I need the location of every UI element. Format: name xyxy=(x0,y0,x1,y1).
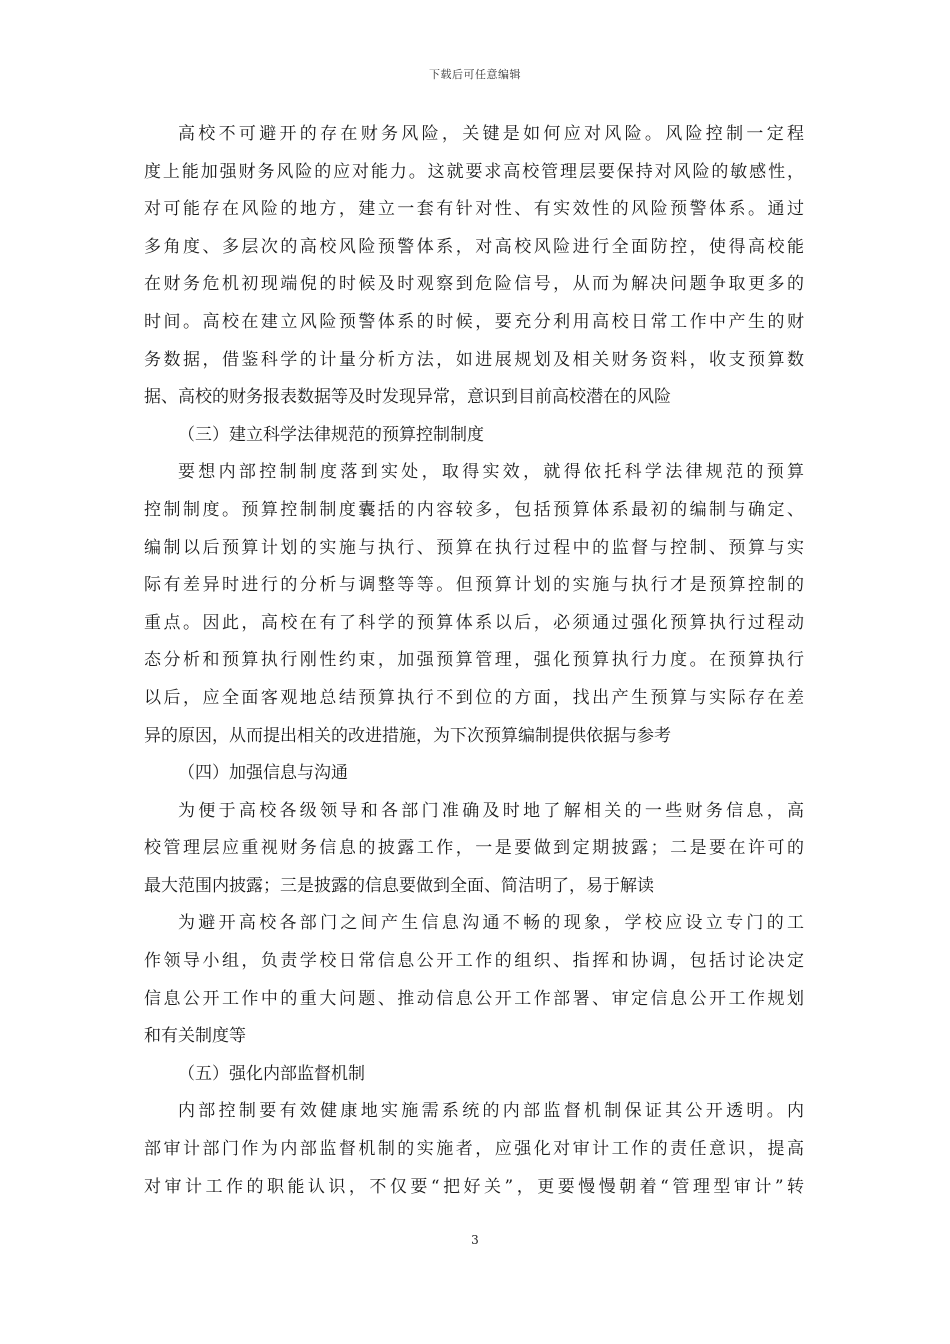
paragraph-line: 高校不可避开的存在财务风险，关键是如何应对风险。风险控制一定程 xyxy=(178,124,804,144)
paragraph-line: 编制以后预算计划的实施与执行、预算在执行过程中的监督与控制、预算与实 xyxy=(144,537,804,558)
paragraph-line: 作领导小组，负责学校日常信息公开工作的组织、指挥和协调，包括讨论决定 xyxy=(144,951,804,972)
paragraph-line: 态分析和预算执行刚性约束，加强预算管理，强化预算执行力度。在预算执行 xyxy=(144,650,804,671)
paragraph-line: 部审计部门作为内部监督机制的实施者，应强化对审计工作的责任意识，提高 xyxy=(144,1139,804,1160)
paragraph-line: 内部控制要有效健康地实施需系统的内部监督机制保证其公开透明。内 xyxy=(178,1101,804,1122)
paragraph-line: 为便于高校各级领导和各部门准确及时地了解相关的一些财务信息，高 xyxy=(178,800,804,821)
paragraph-line: 务数据，借鉴科学的计量分析方法，如进展规划及相关财务资料，收支预算数 xyxy=(144,349,804,370)
paragraph-line: 异的原因，从而提出相关的改进措施，为下次预算编制提供依据与参考 xyxy=(144,725,671,746)
paragraph-line: 最大范围内披露；三是披露的信息要做到全面、简洁明了，易于解读 xyxy=(144,875,654,896)
paragraph-line: 重点。因此，高校在有了科学的预算体系以后，必须通过强化预算执行过程动 xyxy=(144,612,804,633)
page-header: 下载后可任意编辑 xyxy=(429,68,521,81)
paragraph-line: 对审计工作的职能认识，不仅要“把好关”，更要慢慢朝着“管理型审计”转 xyxy=(144,1176,804,1197)
section-heading: （五）强化内部监督机制 xyxy=(178,1063,365,1084)
section-heading: （三）建立科学法律规范的预算控制制度 xyxy=(178,424,484,445)
paragraph-line: 以后，应全面客观地总结预算执行不到位的方面，找出产生预算与实际存在差 xyxy=(144,687,804,708)
section-heading: （四）加强信息与沟通 xyxy=(178,763,348,784)
paragraph-line: 在财务危机初现端倪的时候及时观察到危险信号，从而为解决问题争取更多的 xyxy=(144,274,804,295)
document-body xyxy=(144,116,804,1206)
paragraph-line: 多角度、多层次的高校风险预警体系，对高校风险进行全面防控，使得高校能 xyxy=(144,236,804,257)
paragraph-line: 度上能加强财务风险的应对能力。这就要求高校管理层要保持对风险的敏感性， xyxy=(144,161,804,182)
paragraph-line: 对可能存在风险的地方，建立一套有针对性、有实效性的风险预警体系。通过 xyxy=(144,199,804,220)
paragraph-line: 校管理层应重视财务信息的披露工作，一是要做到定期披露；二是要在许可的 xyxy=(144,838,804,859)
paragraph-line: 据、高校的财务报表数据等及时发现异常，意识到目前高校潜在的风险 xyxy=(144,387,671,408)
paragraph-line: 时间。高校在建立风险预警体系的时候，要充分利用高校日常工作中产生的财 xyxy=(144,311,804,332)
paragraph-line: 为避开高校各部门之间产生信息沟通不畅的现象，学校应设立专门的工 xyxy=(178,913,804,934)
paragraph-line: 要想内部控制制度落到实处，取得实效，就得依托科学法律规范的预算 xyxy=(178,462,804,483)
paragraph-line: 信息公开工作中的重大问题、推动信息公开工作部署、审定信息公开工作规划 xyxy=(144,988,804,1009)
paragraph-line: 际有差异时进行的分析与调整等等。但预算计划的实施与执行才是预算控制的 xyxy=(144,575,804,596)
paragraph-line: 和有关制度等 xyxy=(144,1026,246,1047)
paragraph-line: 控制制度。预算控制制度囊括的内容较多，包括预算体系最初的编制与确定、 xyxy=(144,499,804,520)
page-number: 3 xyxy=(471,1233,479,1247)
